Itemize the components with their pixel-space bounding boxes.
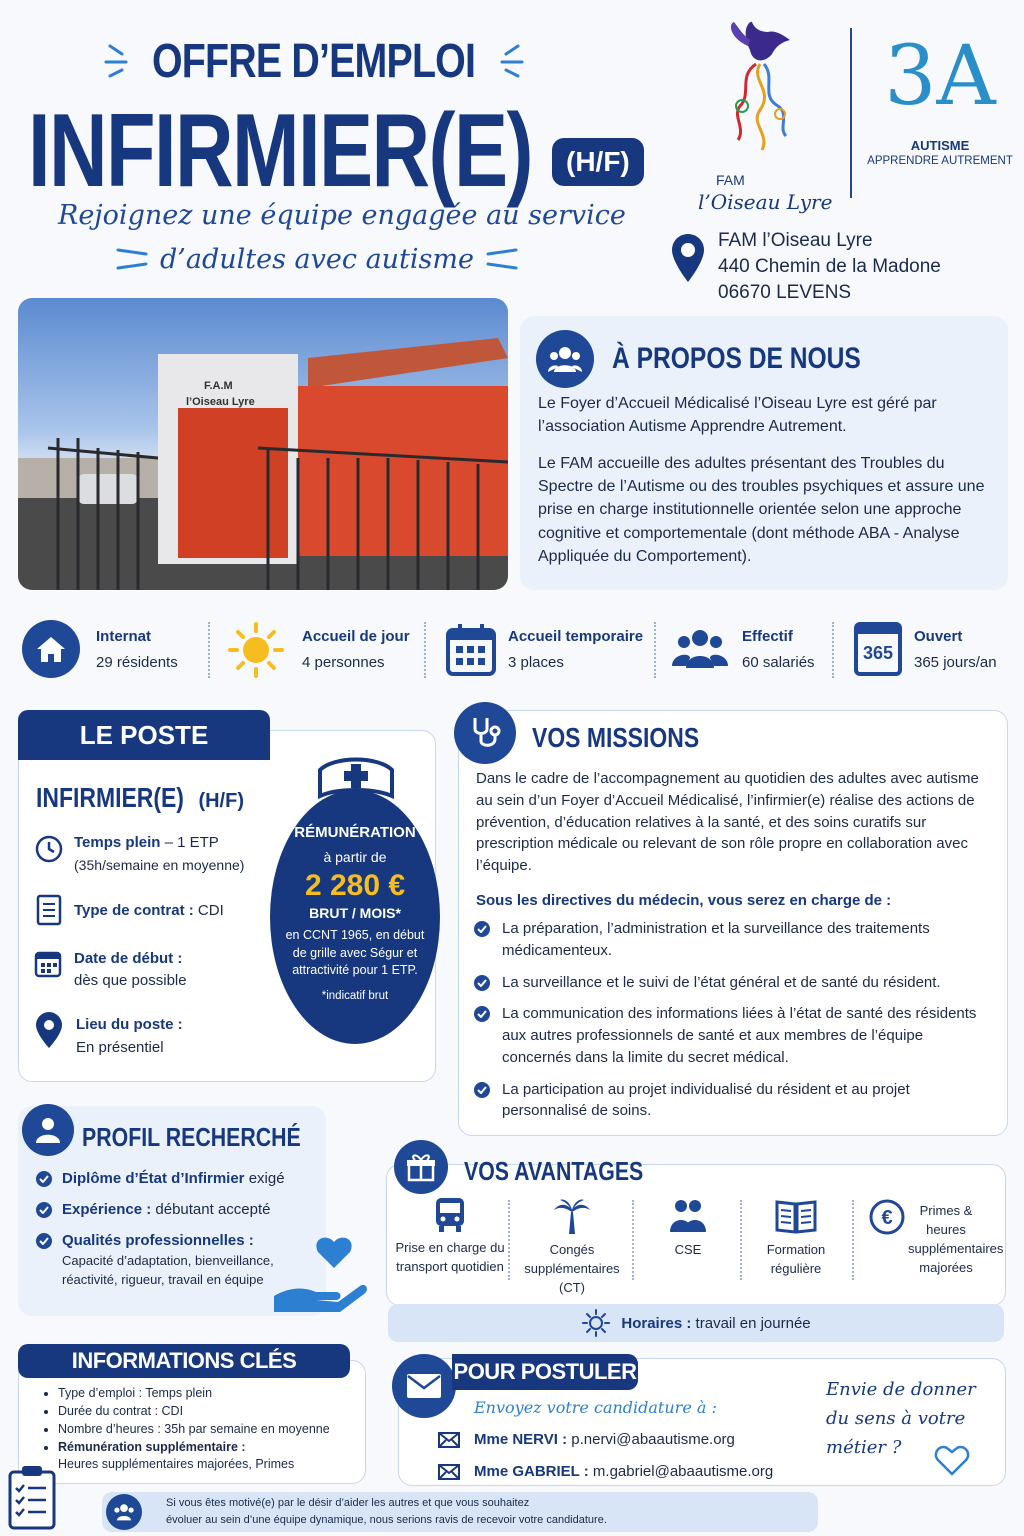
infos-list <box>40 1384 360 1457</box>
info-item: • Durée du contrat : CDI <box>58 1402 360 1420</box>
info-item-bold <box>58 1438 360 1456</box>
rem-amount: 2 280 € <box>304 869 406 902</box>
book-icon <box>773 1196 819 1236</box>
sun-icon <box>226 620 286 680</box>
footer-line-2: évoluer au sein d’une équipe dynamique, nous serions ravis de recevoir votre candidature. <box>166 1514 607 1526</box>
contact-1-name: Mme NERVI : <box>474 1431 568 1448</box>
people-icon <box>668 1196 708 1236</box>
poste-head: LE POSTE <box>18 710 270 760</box>
stat-value: 365 jours/an <box>914 654 997 671</box>
info-item: • Type d’emploi : Temps plein <box>58 1384 360 1402</box>
gift-icon <box>394 1140 448 1194</box>
debut-value: dès que possible <box>74 972 187 989</box>
temps-line <box>74 834 219 851</box>
stat-ouvert <box>850 612 1008 688</box>
contrat-line <box>74 902 224 919</box>
sparkle-left-icon <box>100 40 140 80</box>
pin-small-icon <box>36 1012 62 1048</box>
contact-2 <box>474 1463 773 1480</box>
poste-title-text: INFIRMIER(E) <box>36 782 184 813</box>
rem-detail: en CCNT 1965, en début de grille avec Ségur et attractivité pour 1 ETP. <box>285 928 425 977</box>
bird-logo-icon <box>690 10 830 160</box>
address-line-1: FAM l’Oiseau Lyre <box>718 230 873 251</box>
calendar-365-icon <box>854 622 902 676</box>
missions-intro: Dans le cadre de l’accompagnement au quotidien des adultes avec autisme au sein d’un Foyer d’Accueil Médicalisé, l’infirmier(e) réalise des actions de prévention, d’éducation relatives à la santé, et des soins curatifs sur prescription médicale ou relevant de son rôle propre en collaboration avec l’équipe. <box>476 770 979 874</box>
envie-l2: du sens à votre <box>826 1407 966 1429</box>
palm-tree-icon <box>552 1196 592 1236</box>
photo-sign-2: l’Oiseau Lyre <box>186 396 255 408</box>
profil-item-2 <box>36 1201 270 1218</box>
contact-2-mail[interactable]: m.gabriel@abaautisme.org <box>588 1463 774 1480</box>
aaa-logo <box>860 30 1020 190</box>
stat-divider <box>832 622 834 678</box>
check-icon <box>36 1233 52 1249</box>
about-p1: Le Foyer d’Accueil Médicalisé l’Oiseau Lyre est géré par l’association Autisme Apprendre Autrement. <box>538 395 937 436</box>
debut-label: Date de début : <box>74 950 183 967</box>
stat-accueil-jour <box>224 612 424 688</box>
footer-line-1: Si vous êtes motivé(e) par le désir d’aider les autres et que vous souhaitez <box>166 1497 530 1509</box>
bus-icon <box>432 1196 468 1234</box>
avantage-label: CSE <box>674 1242 702 1257</box>
envelope-icon <box>438 1464 460 1480</box>
tagline-2: d’adultes avec autisme <box>160 244 474 275</box>
postuler-sub: Envoyez votre candidature à : <box>474 1398 717 1417</box>
avantage-formation <box>748 1196 844 1279</box>
profil-i1-bold: Diplôme d’État d’Infirmier <box>62 1170 245 1187</box>
aaa-line2: APPRENDRE AUTREMENT <box>867 155 1013 167</box>
aaa-mark: 3A <box>884 29 996 124</box>
avantages-title: VOS AVANTAGES <box>464 1156 644 1186</box>
clock-icon <box>34 834 64 864</box>
horaires-bar <box>388 1304 1004 1342</box>
calendar-small-icon <box>34 948 62 978</box>
avantage-label: Formation régulière <box>766 1242 826 1276</box>
envie-l1: Envie de donner <box>826 1379 976 1400</box>
stat-divider <box>208 622 210 678</box>
contrat-value: CDI <box>193 902 224 919</box>
aaa-line1: AUTISME <box>910 138 970 153</box>
info-item: • Nombre d’heures : 35h par semaine en moyenne <box>58 1420 360 1438</box>
mission-item <box>474 972 990 994</box>
mission-text: La préparation, l’administration et la surveillance des traitements médicamenteux. <box>502 920 930 959</box>
mission-item <box>474 1079 990 1123</box>
hf-badge: (H/F) <box>552 138 644 186</box>
svg-text:€: € <box>881 1207 893 1229</box>
avantage-primes: Primes & heures supplémentaires majorées <box>908 1203 1004 1275</box>
heart-outline-icon <box>934 1444 970 1476</box>
photo-sign-1: F.A.M <box>204 380 233 392</box>
mission-text: La participation au projet individualisé du résident et au projet personnalisé de soins. <box>502 1080 910 1120</box>
avantage-cse <box>640 1196 736 1260</box>
address-line-3: 06670 LEVENS <box>718 282 852 303</box>
mission-item <box>474 918 990 962</box>
sun-outline-icon <box>581 1308 611 1338</box>
sparkle-right-icon <box>488 40 528 80</box>
check-icon <box>474 1082 490 1098</box>
missions-title: VOS MISSIONS <box>532 722 700 753</box>
stat-effectif <box>672 612 832 688</box>
mission-item <box>474 1003 990 1068</box>
person-icon <box>22 1104 74 1156</box>
about-card <box>520 316 1008 590</box>
avantage-label: Prise en charge du transport quotidien <box>395 1240 505 1274</box>
stat-label: Accueil de jour <box>302 628 410 645</box>
logo-divider <box>850 28 852 198</box>
profil-i3-rest: Capacité d’adaptation, bienveillance, réactivité, rigueur, travail en équipe <box>62 1253 274 1287</box>
missions-sub: Sous les directives du médecin, vous serez en charge de : <box>476 892 892 909</box>
stat-value: 3 places <box>508 654 564 671</box>
contact-1-mail[interactable]: p.nervi@abaautisme.org <box>567 1431 735 1448</box>
stat-value: 4 personnes <box>302 654 385 671</box>
envelope-icon <box>438 1432 460 1448</box>
profil-title: PROFIL RECHERCHÉ <box>82 1122 301 1152</box>
about-title: À PROPOS DE NOUS <box>612 342 861 375</box>
team-icon <box>672 626 728 670</box>
contrat-label: Type de contrat : <box>74 902 194 919</box>
check-icon <box>474 1006 490 1022</box>
avantage-conges <box>514 1196 630 1298</box>
fam-name: l’Oiseau Lyre <box>698 190 833 214</box>
stethoscope-icon <box>454 702 516 764</box>
avantage-divider <box>852 1200 854 1280</box>
avantage-label: Congés supplémentaires (CT) <box>524 1242 620 1295</box>
dash-right-icon <box>480 244 524 274</box>
fam-logo <box>690 10 833 214</box>
info-bold: Rémunération supplémentaire : <box>58 1440 246 1455</box>
job-title: INFIRMIER(E) <box>28 93 533 209</box>
building-photo <box>18 298 508 590</box>
rem-unit: BRUT / MOIS* <box>309 905 401 921</box>
stat-label: Internat <box>96 628 152 645</box>
stat-divider <box>654 622 656 678</box>
contact-1 <box>474 1431 735 1448</box>
remuneration-oval <box>270 790 440 1044</box>
header <box>0 0 680 290</box>
check-icon <box>474 975 490 991</box>
fam-small: FAM <box>716 172 745 188</box>
avantage-divider <box>632 1200 634 1280</box>
envie-text <box>826 1376 1004 1462</box>
rem-note: *indicatif brut <box>321 989 389 1002</box>
temps-sub: (35h/semaine en moyenne) <box>74 857 245 873</box>
horaires-value: travail en journée <box>691 1314 811 1332</box>
contact-2-name: Mme GABRIEL : <box>474 1463 589 1480</box>
check-icon <box>474 921 490 937</box>
avantage-divider <box>508 1200 510 1280</box>
badge-365: 365 <box>862 642 894 663</box>
calendar-icon <box>446 622 496 676</box>
rem-label: RÉMUNÉRATION <box>294 824 416 841</box>
infos-extra: Heures supplémentaires majorées, Primes <box>58 1457 295 1471</box>
profil-i2-bold: Expérience : <box>62 1201 152 1218</box>
avantage-divider <box>740 1200 742 1280</box>
mission-text: La communication des informations liées à l’état de santé des résidents aux autres professionnels de santé et aux membres de l’équipe concernés dans la limite du secret médical. <box>502 1005 977 1066</box>
envie-l3: métier ? <box>826 1436 902 1458</box>
group-icon <box>536 330 594 388</box>
stats-row <box>18 612 1008 688</box>
stat-label: Accueil temporaire <box>508 628 644 645</box>
rem-from: à partir de <box>323 849 387 865</box>
profil-i1-rest: exigé <box>244 1170 285 1187</box>
stat-value: 29 résidents <box>96 654 178 671</box>
profil-item-3 <box>36 1232 254 1249</box>
tagline-1: Rejoignez une équipe engagée au service <box>58 200 626 231</box>
temps-label: Temps plein <box>74 834 161 851</box>
temps-value: – 1 ETP <box>160 834 219 851</box>
clipboard-icon <box>6 1464 58 1532</box>
avantage-transport <box>394 1196 506 1277</box>
profil-i2-rest: débutant accepté <box>151 1201 271 1218</box>
lieu-value: En présentiel <box>76 1039 164 1056</box>
stat-label: Ouvert <box>914 628 963 645</box>
mail-circle-icon <box>392 1354 456 1418</box>
mission-text: La surveillance et le suivi de l’état général et de santé du résident. <box>502 973 941 991</box>
address-line-2: 440 Chemin de la Madone <box>718 256 941 277</box>
check-icon <box>36 1202 52 1218</box>
poste-title <box>36 782 244 814</box>
check-icon <box>36 1171 52 1187</box>
lieu-label: Lieu du poste : <box>76 1016 183 1033</box>
postuler-head: POUR POSTULER <box>452 1354 638 1390</box>
poste-hf: (H/F) <box>198 790 244 812</box>
stat-accueil-temporaire <box>442 612 652 688</box>
heart-hand-icon <box>272 1236 370 1316</box>
stat-divider <box>424 622 426 678</box>
offre-label: OFFRE D’EMPLOI <box>152 35 476 88</box>
house-icon <box>22 620 80 678</box>
horaires-label: Horaires : <box>621 1314 692 1332</box>
dash-left-icon <box>110 244 154 274</box>
stat-internat <box>18 612 208 688</box>
stat-label: Effectif <box>742 628 793 645</box>
footer-group-icon <box>106 1494 142 1530</box>
about-p2: Le FAM accueille des adultes présentant des Troubles du Spectre de l’Autisme ou des troubles psychiques et assure une prise en charge institutionnelle orientée selon une approche cognitive et comportementale (dont méthode ABA - Analyse Appliquée du Comportement). <box>538 455 985 565</box>
profil-item-1 <box>36 1170 285 1187</box>
stat-value: 60 salariés <box>742 654 815 671</box>
profil-i3-bold: Qualités professionnelles : <box>62 1232 254 1249</box>
document-icon <box>36 894 62 926</box>
infos-head: INFORMATIONS CLÉS <box>18 1344 350 1378</box>
location-pin-icon <box>672 234 704 282</box>
missions-list <box>474 918 990 1122</box>
